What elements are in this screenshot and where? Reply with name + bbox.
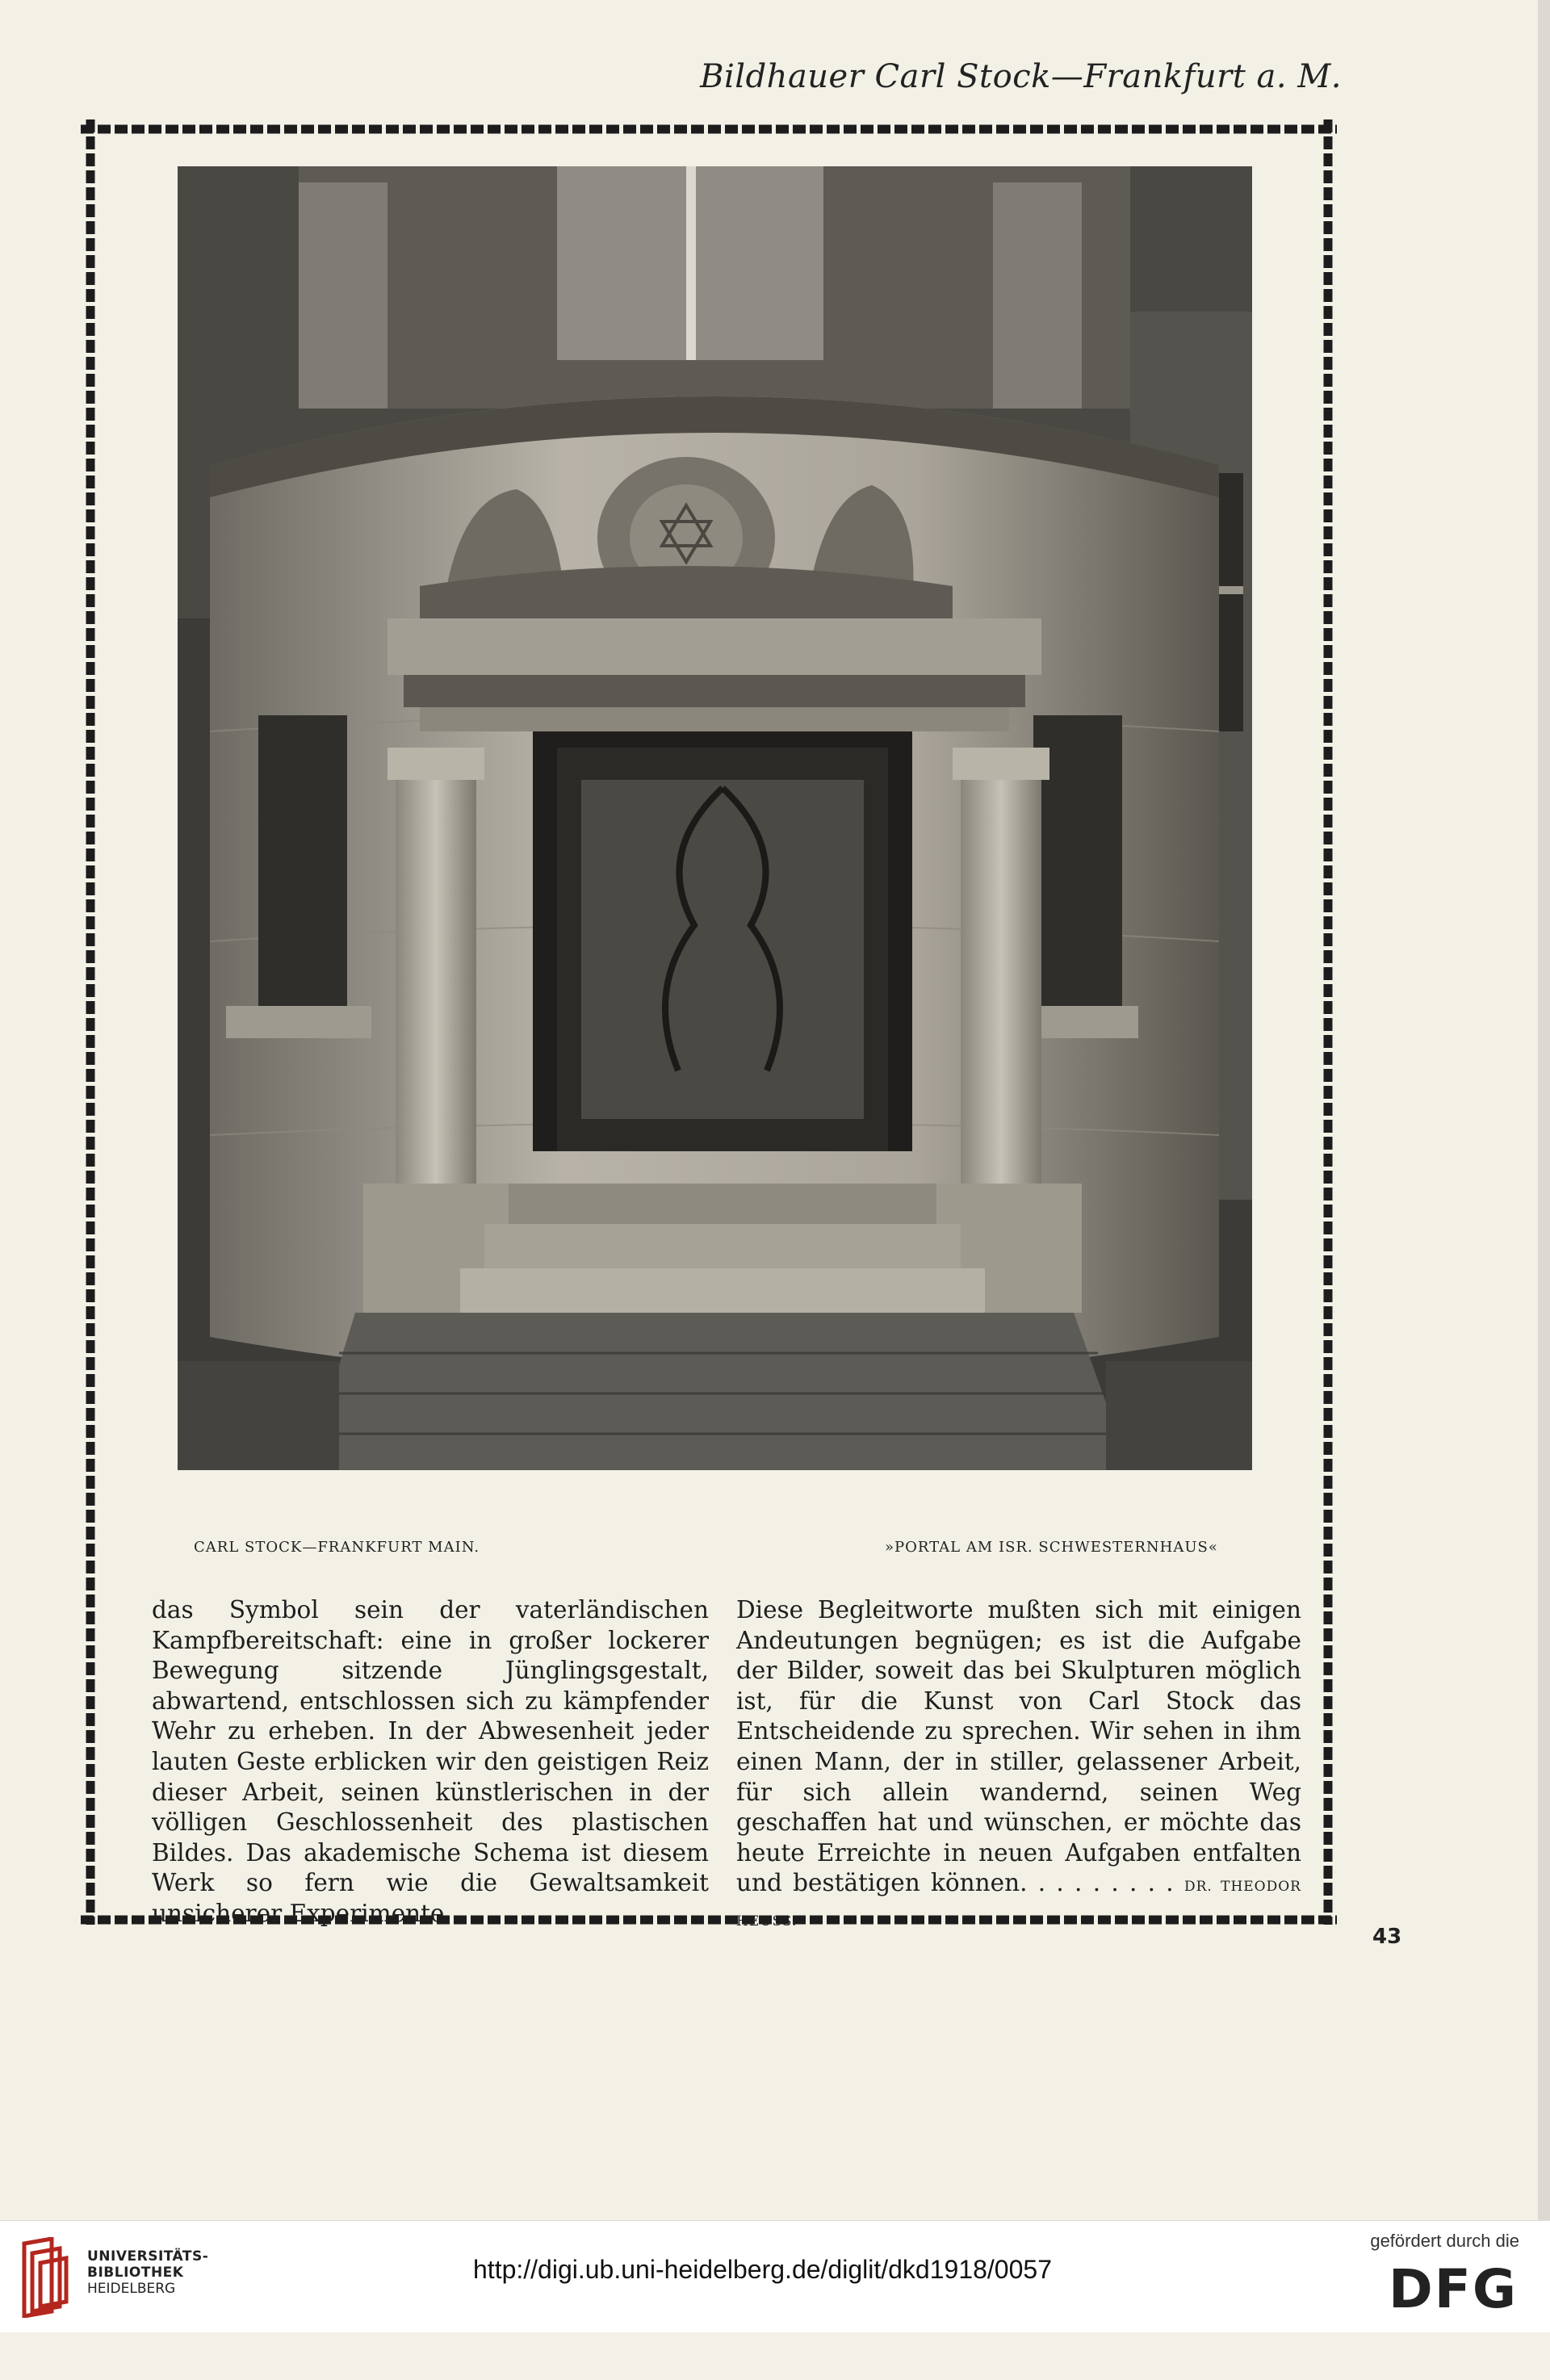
funded-by-label: gefördert durch die <box>1370 2231 1519 2251</box>
text-column-left: das Symbol sein der vaterländischen Kampfbereitschaft: eine in großer lockerer Bewegung sitzende Jünglingsgestalt, abwartend, entschlossen sich zu kämpfender Wehr zu erheben. In der Abwesenheit jeder lauten Geste erblicken wir den geistigen Reiz dieser Arbeit, seinen künstlerischen in der völligen Geschlossenheit des plastischen Bildes. Das akademische Schema ist diesem Werk so fern wie die Gewaltsamkeit unsicherer Experimente. <box>152 1596 709 1927</box>
right-column-body: Diese Begleitworte mußten sich mit einigen Andeutungen begnügen; es ist die Aufgabe der Bilder, soweit das bei Skulpturen möglich ist, für die Kunst von Carl Stock das Entscheidende zu sprechen. Wir sehen in ihm einen Mann, der in stiller, gelassener Arbeit, für sich allein wandernd, seinen Weg geschaffen hat und wünschen, er möchte das heute Erreichte in neuen Aufgaben entfalten und bestätigen können. . . . . . . . . <box>736 1596 1301 1897</box>
library-name-line2: BIBLIOTHEK <box>87 2265 184 2281</box>
library-name-line3: HEIDELBERG <box>87 2281 176 2297</box>
portal-photograph <box>178 166 1252 1470</box>
page-number: 43 <box>1372 1925 1402 1949</box>
running-header: Bildhauer Carl Stock—Frankfurt a. M. <box>700 58 1342 95</box>
caption-artist: CARL STOCK—FRANKFURT MAIN. <box>194 1539 480 1556</box>
library-logo-icon <box>19 2237 71 2318</box>
text-column-right <box>736 1595 1301 1938</box>
author-signature: DR. THEODOR HEUSS. <box>736 1879 1301 1930</box>
caption-title: »PORTAL AM ISR. SCHWESTERNHAUS« <box>885 1539 1218 1556</box>
library-name-line1: UNIVERSITÄTS- <box>87 2248 209 2265</box>
digitization-footer <box>0 2220 1550 2332</box>
permalink-url[interactable]: http://digi.ub.uni-heidelberg.de/diglit/dkd1918/0057 <box>473 2255 1052 2284</box>
library-name <box>87 2248 208 2297</box>
dfg-logo: DFG <box>1388 2258 1518 2320</box>
scan-edge <box>1538 0 1550 2220</box>
